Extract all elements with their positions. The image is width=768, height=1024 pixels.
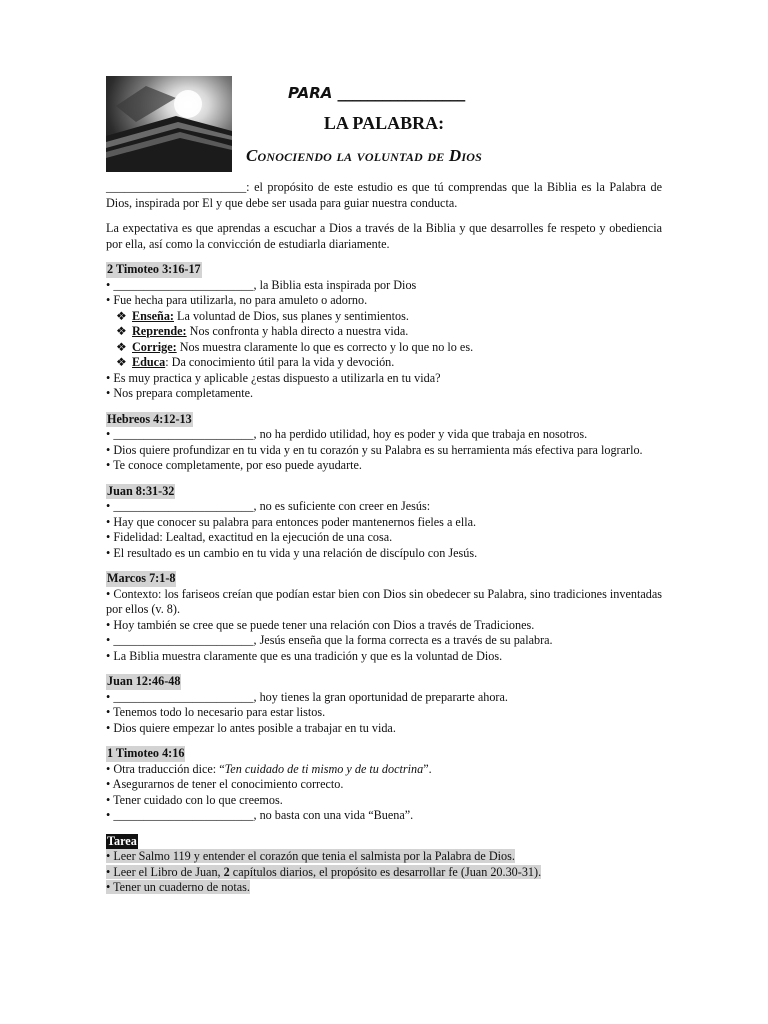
diamond-bullet-icon: ❖ xyxy=(116,355,127,369)
para-line xyxy=(288,84,465,102)
sub-item: ❖ Reprende: Nos confronta y habla directo a nuestra vida. xyxy=(116,324,409,338)
intro-text: : el propósito de este estudio es que tú comprendas que la Biblia es la Palabra de Dios, inspirada por El y que debe ser usada para guiar nuestra conducta. xyxy=(106,180,662,210)
list-item: • El resultado es un cambio en tu vida y una relación de discípulo con Jesús. xyxy=(106,545,478,560)
list-item: • Te conoce completamente, por eso puede ayudarte. xyxy=(106,458,362,472)
list-item: • Es muy practica y aplicable ¿estas dispuesto a utilizarla en tu vida? xyxy=(106,370,441,385)
list-item: • Contexto: los fariseos creían que podían estar bien con Dios sin obedecer su Palabra, sino tradiciones inventadas por ellos (v. 8). xyxy=(106,586,662,616)
list-item: • Fue hecha para utilizarla, no para amuleto o adorno. xyxy=(106,293,368,307)
list-item: • Asegurarnos de tener el conocimiento correcto. xyxy=(106,777,344,791)
list-item: • Hoy también se cree que se puede tener una relación con Dios a través de Tradiciones. xyxy=(106,617,535,632)
list-item: • _______________________, no ha perdido utilidad, hoy es poder y vida que trabaja en nosotros. xyxy=(106,427,588,441)
section-ref-2-timoteo: 2 Timoteo 3:16-17 xyxy=(107,262,201,276)
list-item: • _______________________, Jesús enseña que la forma correcta es a través de su palabra. xyxy=(106,633,553,647)
diamond-bullet-icon: ❖ xyxy=(116,308,127,323)
para-blank: _________________ xyxy=(337,84,466,102)
document-body xyxy=(106,180,662,896)
page-title: LA PALABRA: xyxy=(323,113,445,133)
section-ref-marcos: Marcos 7:1-8 xyxy=(107,571,176,585)
section-ref-juan-8: Juan 8:31-32 xyxy=(107,483,175,498)
list-item: • _______________________, hoy tienes la gran oportunidad de prepararte ahora. xyxy=(106,689,508,704)
list-item: • Tener un cuaderno de notas. xyxy=(106,880,250,894)
list-item: • _______________________, no basta con una vida “Buena”. xyxy=(106,808,414,822)
para-label: PARA xyxy=(288,84,333,102)
diamond-bullet-icon: ❖ xyxy=(116,339,127,354)
diamond-bullet-icon: ❖ xyxy=(116,324,127,338)
section-ref-1-timoteo: 1 Timoteo 4:16 xyxy=(107,746,185,760)
sub-item: ❖ Enseña: La voluntad de Dios, sus planes y sentimientos. xyxy=(116,308,409,323)
list-item: • _______________________, la Biblia esta inspirada por Dios xyxy=(106,277,417,292)
list-item: • Tener cuidado con lo que creemos. xyxy=(106,792,283,807)
list-item: • Fidelidad: Lealtad, exactitud en la ejecución de una cosa. xyxy=(106,530,393,544)
list-item: • Dios quiere profundizar en tu vida y en tu corazón y su Palabra es su herramienta más efectiva para lograrlo. xyxy=(106,442,643,457)
list-item: • _______________________, no es suficiente con creer en Jesús: xyxy=(106,499,431,513)
list-item: • Nos prepara completamente. xyxy=(106,386,254,400)
list-item: • Dios quiere empezar lo antes posible a trabajar en tu vida. xyxy=(106,720,396,735)
list-item: • Tenemos todo lo necesario para estar listos. xyxy=(106,705,326,719)
section-ref-tarea: Tarea xyxy=(107,833,137,848)
sub-item: ❖ Corrige: Nos muestra claramente lo que es correcto y lo que no lo es. xyxy=(116,339,474,354)
list-item: • Hay que conocer su palabra para entonces poder mantenernos fieles a ella. xyxy=(106,514,477,529)
section-ref-juan-12: Juan 12:46-48 xyxy=(107,674,181,688)
page-subtitle: Conociendo la voluntad de Dios xyxy=(246,146,482,165)
list-item: • Otra traducción dice: “Ten cuidado de ti mismo y de tu doctrina”. xyxy=(106,761,432,776)
section-ref-hebreos: Hebreos 4:12-13 xyxy=(107,411,192,426)
list-item: • Leer Salmo 119 y entender el corazón que tenia el salmista por la Palabra de Dios. xyxy=(106,849,515,863)
sub-item: ❖ Educa: Da conocimiento útil para la vida y devoción. xyxy=(116,355,395,369)
list-item: • La Biblia muestra claramente que es una tradición y que es la voluntad de Dios. xyxy=(106,648,503,663)
intro-blank: _______________________ xyxy=(106,180,247,194)
expectation-paragraph: La expectativa es que aprendas a escuchar a Dios a través de la Biblia y que desarrolles fe respeto y obediencia por ella, así como la convicción de estudiarla diariamente. xyxy=(106,221,662,251)
intro-paragraph xyxy=(106,180,662,211)
list-item: • Leer el Libro de Juan, 2 capítulos diarios, el propósito es desarrollar fe (Juan 20.30-31). xyxy=(106,864,542,879)
